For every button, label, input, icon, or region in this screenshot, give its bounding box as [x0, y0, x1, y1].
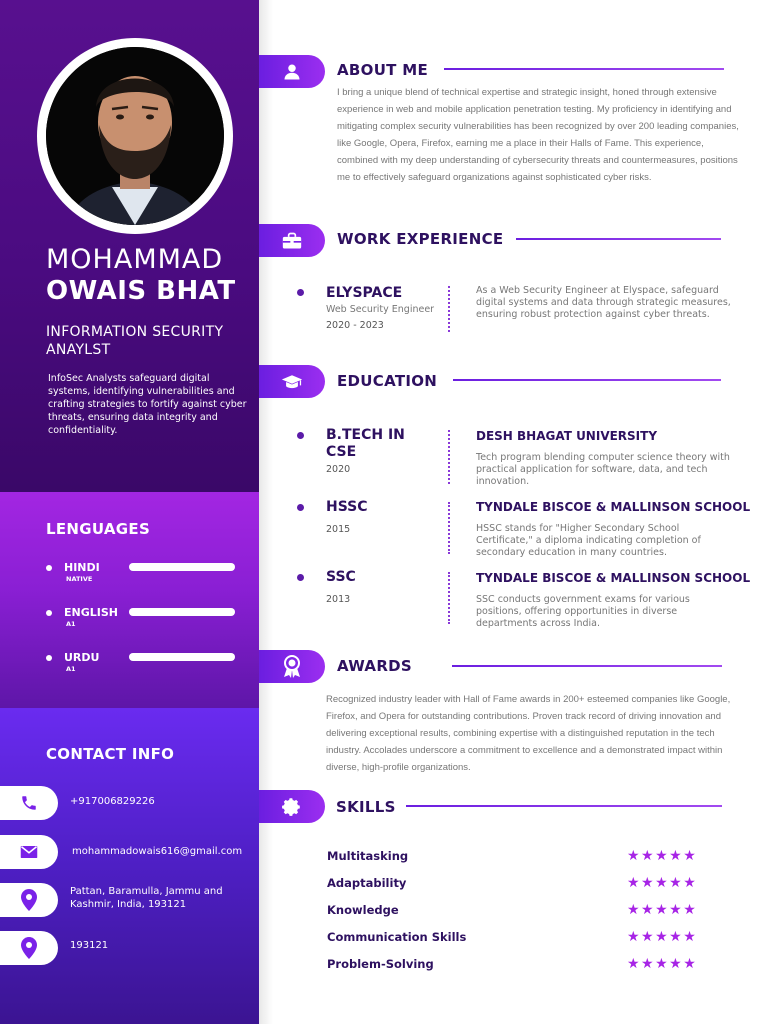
about-text: I bring a unique blend of technical expertise and strategic insight, honed through extensive experience in web and mobile application penetration testing. My proficiency in identifying and mitigating complex security vulnerabilities has been recognized by over 200 leading companies, like Google, Opera, Firefox, earning me a place in their Halls of Fame. This experience, combined with my deep understanding of cybersecurity threats and countermeasures, positions me to effectively safeguard organizations against sophisticated cyber risks. — [337, 87, 739, 183]
education-description: Tech program blending computer science theory with practical application for software, data, and tech innovation. — [476, 452, 730, 487]
language-item — [46, 651, 241, 675]
graduation-cap-icon — [281, 374, 303, 390]
divider-dots — [448, 572, 450, 624]
bullet-icon — [46, 565, 52, 571]
education-description: SSC conducts government exams for various positions, offering opportunities in diverse departments across India. — [476, 594, 690, 629]
work-heading: WORK EXPERIENCE — [337, 230, 504, 248]
work-divider — [516, 238, 721, 240]
work-role: Web Security Engineer — [326, 304, 435, 315]
education-school: TYNDALE BISCOE & MALLINSON SCHOOL — [476, 571, 751, 585]
language-level: NATIVE — [66, 575, 93, 583]
language-item — [46, 561, 241, 585]
language-bar — [129, 563, 235, 571]
education-heading: EDUCATION — [337, 372, 438, 390]
job-title: INFORMATION SECURITY ANAYLST — [46, 324, 224, 358]
bullet-icon — [297, 504, 304, 511]
location-pin-icon — [21, 937, 37, 959]
education-degree: B.TECH IN CSE — [326, 427, 405, 460]
language-bar-fill — [129, 608, 235, 616]
language-item — [46, 606, 241, 630]
language-name: ENGLISH — [64, 606, 118, 619]
divider-dots — [448, 286, 450, 332]
profile-summary: InfoSec Analysts safeguard digital systems, identifying vulnerabilities and crafting strategies to fortify against cyber threats, ensuring data integrity and confidentiality. — [48, 373, 247, 436]
divider-dots — [448, 430, 450, 484]
language-level: A1 — [66, 665, 76, 673]
contact-email[interactable] — [0, 835, 259, 869]
language-name: URDU — [64, 651, 100, 664]
gear-icon — [282, 797, 302, 817]
location-pin-icon — [21, 889, 37, 911]
contact-address[interactable] — [0, 883, 259, 917]
work-years: 2020 - 2023 — [326, 320, 384, 331]
education-degree: SSC — [326, 569, 356, 585]
skill-name: Knowledge — [327, 903, 399, 917]
work-description: As a Web Security Engineer at Elyspace, safeguard digital systems and data through strategic measures, ensuring robust protection against cyber threats. — [476, 285, 731, 320]
contact-postcode[interactable] — [0, 931, 259, 965]
contact-phone-text: +917006829226 — [70, 796, 155, 807]
language-bar — [129, 653, 235, 661]
contact-icon-tab — [0, 786, 58, 820]
bullet-icon — [297, 432, 304, 439]
education-degree: HSSC — [326, 499, 368, 515]
skill-name: Adaptability — [327, 876, 407, 890]
language-name: HINDI — [64, 561, 100, 574]
briefcase-icon — [282, 232, 302, 250]
star-rating: ★★★★★ — [627, 902, 698, 918]
education-description: HSSC stands for "Higher Secondary School Certificate," a diploma indicating completion of secondary education in many countries. — [476, 523, 701, 558]
language-level: A1 — [66, 620, 76, 628]
phone-icon — [20, 794, 38, 812]
contact-postcode-text: 193121 — [70, 940, 109, 951]
work-section-tab — [259, 224, 325, 257]
sidebar-shadow — [259, 0, 273, 1024]
about-section-tab — [259, 55, 325, 88]
skills-heading: SKILLS — [336, 798, 396, 816]
education-section-tab — [259, 365, 325, 398]
education-school: TYNDALE BISCOE & MALLINSON SCHOOL — [476, 500, 751, 514]
star-rating: ★★★★★ — [627, 875, 698, 891]
star-rating: ★★★★★ — [627, 956, 698, 972]
work-company: ELYSPACE — [326, 285, 403, 301]
language-bar — [129, 608, 235, 616]
sidebar — [0, 0, 259, 1024]
bullet-icon — [297, 289, 304, 296]
star-rating: ★★★★★ — [627, 848, 698, 864]
mail-icon — [20, 845, 38, 859]
contact-email-text: mohammadowais616@gmail.com — [72, 846, 243, 857]
awards-section-tab — [259, 650, 325, 683]
user-icon — [283, 63, 301, 81]
about-divider — [444, 68, 724, 70]
languages-heading: LENGUAGES — [46, 520, 151, 538]
skill-item — [327, 903, 707, 919]
skill-item — [327, 930, 707, 946]
divider-dots — [448, 502, 450, 554]
bullet-icon — [46, 610, 52, 616]
awards-divider — [452, 665, 722, 667]
contact-phone[interactable] — [0, 786, 259, 820]
contact-icon-tab — [0, 931, 58, 965]
language-bar-fill — [129, 563, 235, 571]
first-name: MOHAMMAD — [46, 244, 224, 275]
skills-divider — [406, 805, 722, 807]
about-heading: ABOUT ME — [337, 61, 429, 79]
skill-item — [327, 849, 707, 865]
awards-heading: AWARDS — [337, 657, 413, 675]
education-year: 2013 — [326, 594, 351, 605]
bullet-icon — [46, 655, 52, 661]
education-divider — [453, 379, 721, 381]
contact-address-text: Pattan, Baramulla, Jammu and Kashmir, India, 193121 — [70, 886, 223, 910]
skill-name: Multitasking — [327, 849, 409, 863]
skill-item — [327, 876, 707, 892]
language-bar-fill — [129, 653, 235, 661]
contact-icon-tab — [0, 835, 58, 869]
education-school: DESH BHAGAT UNIVERSITY — [476, 429, 658, 443]
skill-item — [327, 957, 707, 973]
avatar — [46, 47, 224, 225]
skills-section-tab — [259, 790, 325, 823]
skill-name: Problem-Solving — [327, 957, 434, 971]
award-medal-icon — [282, 655, 302, 679]
education-year: 2020 — [326, 464, 351, 475]
star-rating: ★★★★★ — [627, 929, 698, 945]
bullet-icon — [297, 574, 304, 581]
skill-name: Communication Skills — [327, 930, 467, 944]
education-year: 2015 — [326, 524, 351, 535]
last-name: OWAIS BHAT — [46, 276, 236, 306]
contact-heading: CONTACT INFO — [46, 745, 175, 763]
contact-icon-tab — [0, 883, 58, 917]
awards-text: Recognized industry leader with Hall of Fame awards in 200+ esteemed companies like Google, Firefox, and Opera for outstanding contributions. Proven track record of driving innovation and delivering exceptional results, combining expertise with a distinguished reputation in the tech industry. Accolades underscore a commitment to excellence and a demonstrated impact within diverse, high-profile organizations. — [326, 694, 731, 773]
